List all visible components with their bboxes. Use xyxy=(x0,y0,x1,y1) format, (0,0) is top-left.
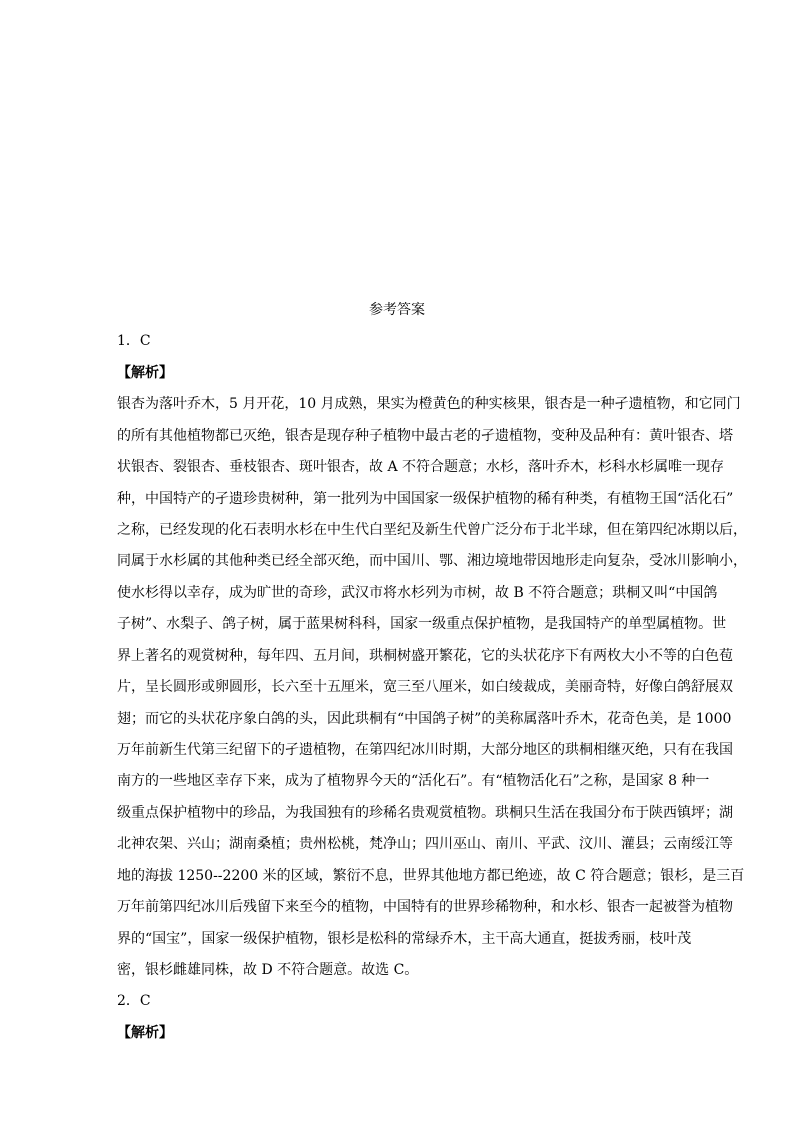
analysis-line: 银杏为落叶乔木，5 月开花，10 月成熟，果实为橙黄色的种实核果，银杏是一种孑遗植物，和它同门 xyxy=(117,396,741,412)
analysis-line: 使水杉得以幸存，成为旷世的奇珍，武汉市将水杉列为市树，故 B 不符合题意；珙桐又叫“中国鸽 xyxy=(117,585,718,601)
question-2-analysis-label: 【解析】 xyxy=(117,1025,173,1041)
analysis-line: 北神农架、兴山；湖南桑植；贵州松桃，梵净山；四川巫山、南川、平武、汶川、灌县；云南绥江等 xyxy=(117,836,733,852)
question-1-answer: 1．C xyxy=(117,333,151,349)
question-1-analysis-label: 【解析】 xyxy=(117,365,173,381)
analysis-line: 南方的一些地区幸存下来，成为了植物界今天的“活化石”。有“植物活化石”之称，是国家 8 种一 xyxy=(117,773,710,789)
analysis-line: 子树”、水梨子、鸽子树，属于蓝果树科科，国家一级重点保护植物，是我国特产的单型属植物。世 xyxy=(117,616,727,632)
question-2-answer: 2．C xyxy=(117,993,151,1009)
analysis-line: 种，中国特产的孑遗珍贵树种，第一批列为中国国家一级保护植物的稀有种类，有植物王国“活化石” xyxy=(117,491,734,507)
analysis-line: 界的“国宝”，国家一级保护植物，银杉是松科的常绿乔木，主干高大通直，挺拔秀丽，枝叶茂 xyxy=(117,931,692,947)
analysis-line: 之称，已经发现的化石表明水杉在中生代白垩纪及新生代曾广泛分布于北半球，但在第四纪冰期以后， xyxy=(117,522,747,538)
analysis-line: 片，呈长圆形或卵圆形，长六至十五厘米，宽三至八厘米，如白绫裁成，美丽奇特，好像白鸽舒展双 xyxy=(117,679,733,695)
analysis-line: 地的海拔 1250--2200 米的区域，繁衍不息，世界其他地方都已绝迹，故 C 符合题意；银杉，是三百 xyxy=(117,868,745,884)
answer-key-title: 参考答案 xyxy=(369,302,425,318)
analysis-line: 同属于水杉属的其他种类已经全部灭绝，而中国川、鄂、湘边境地带因地形走向复杂，受冰川影响小， xyxy=(117,553,747,569)
analysis-line: 翅；而它的头状花序象白鸽的头，因此珙桐有“中国鸽子树”的美称属落叶乔木，花奇色美，是 1000 xyxy=(117,711,732,727)
analysis-line: 密，银杉雌雄同株，故 D 不符合题意。故选 C。 xyxy=(117,962,419,978)
analysis-line: 万年前新生代第三纪留下的孑遗植物，在第四纪冰川时期，大部分地区的珙桐相继灭绝，只有在我国 xyxy=(117,742,733,758)
analysis-line: 界上著名的观赏树种，每年四、五月间，珙桐树盛开繁花，它的头状花序下有两枚大小不等的白色苞 xyxy=(117,648,733,664)
analysis-line: 级重点保护植物中的珍品，为我国独有的珍稀名贵观赏植物。珙桐只生活在我国分布于陕西镇坪；湖 xyxy=(117,805,733,821)
analysis-line: 状银杏、裂银杏、垂枝银杏、斑叶银杏，故 A 不符合题意；水杉，落叶乔木，杉科水杉属唯一现存 xyxy=(117,459,725,475)
analysis-line: 的所有其他植物都已灭绝，银杏是现存种子植物中最古老的孑遗植物，变种及品种有：黄叶银杏、塔 xyxy=(117,428,733,444)
analysis-line: 万年前第四纪冰川后残留下来至今的植物，中国特有的世界珍稀物种，和水杉、银杏一起被誉为植物 xyxy=(117,899,733,915)
